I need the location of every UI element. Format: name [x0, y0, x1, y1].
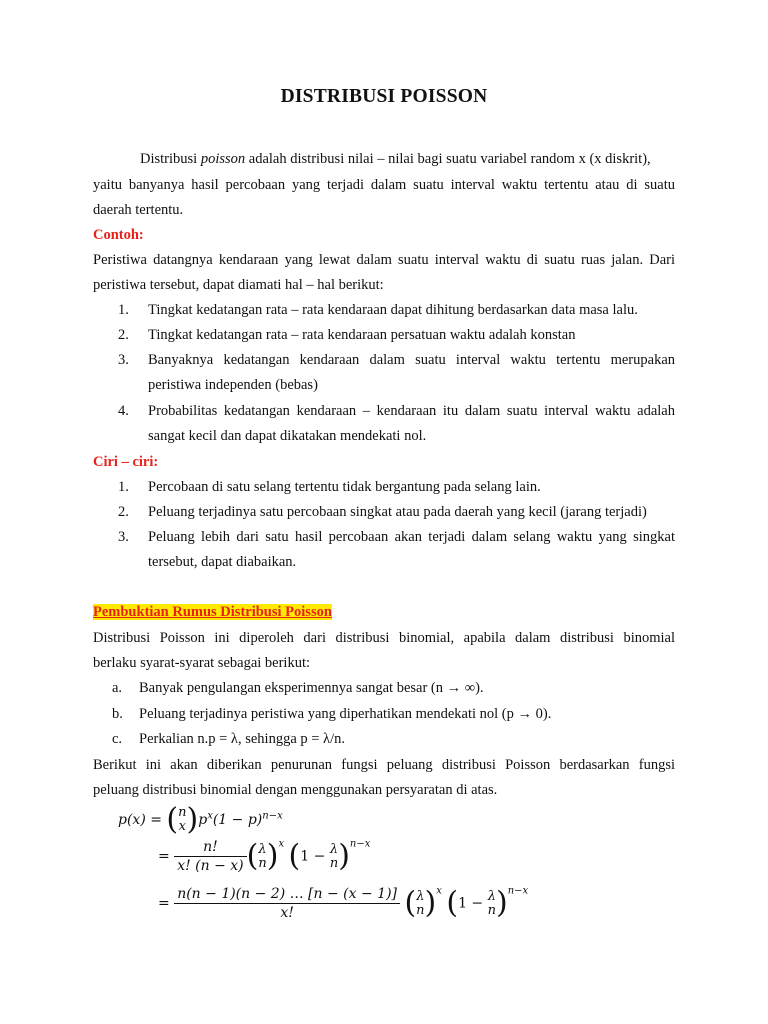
list-item: Peluang lebih dari satu hasil percobaan akan terjadi dalam selang waktu yang singkat — [148, 529, 675, 545]
pembuktian-heading: Pembuktian Rumus Distribusi Poisson — [93, 604, 332, 620]
intro-line-2: yaitu banyanya hasil percobaan yang terjadi dalam suatu interval waktu tertentu atau di suatu — [93, 177, 675, 193]
paren-left: ( — [446, 885, 459, 921]
n-symbol: n — [258, 855, 267, 871]
contoh-paragraph-line-1: Peristiwa datangnya kendaraan yang lewat dalam suatu interval waktu di suatu ruas jalan. Dari — [93, 252, 675, 268]
list-item: Tingkat kedatangan rata – rata kendaraan dapat dihitung berdasarkan data masa lalu. — [148, 302, 638, 318]
list-number: 2. — [118, 504, 129, 520]
list-item: Peluang terjadinya peristiwa yang diperhatikan mendekati nol (p → 0). — [139, 706, 552, 722]
exponent: x — [436, 885, 442, 897]
list-number: 2. — [118, 327, 129, 343]
exponent: x — [278, 838, 285, 850]
n-symbol: n — [329, 855, 339, 871]
list-number: 4. — [118, 403, 129, 419]
paren-right: ) — [186, 802, 199, 837]
binomial-top: n — [178, 805, 187, 820]
equals-sign: = — [158, 848, 170, 865]
equation-1 — [118, 802, 283, 837]
page-title: DISTRIBUSI POISSON — [280, 86, 488, 107]
list-letter: b. — [112, 706, 123, 722]
list-number: 3. — [118, 529, 129, 545]
paren-left: ( — [288, 838, 301, 874]
n-symbol: n — [416, 902, 425, 918]
lambda-symbol: λ — [487, 888, 496, 904]
list-item: Perkalian n.p = λ, sehingga p = λ/n. — [139, 731, 345, 747]
paren-right: ) — [266, 838, 279, 874]
fraction-denominator: x! — [280, 905, 294, 921]
list-letter: a. — [112, 680, 123, 696]
paren-left: ( — [246, 838, 259, 874]
paren-right: ) — [424, 885, 437, 921]
paren-left: ( — [166, 802, 179, 837]
list-item: Peluang terjadinya satu percobaan singkat atau pada daerah yang kecil (jarang terjadi) — [148, 504, 647, 520]
list-item: Banyaknya kedatangan kendaraan dalam suatu interval waktu tertentu merupakan — [148, 352, 675, 368]
pembuktian-heading-row — [93, 603, 675, 621]
equation-lhs: p(x) = — [118, 812, 167, 828]
list-item: Percobaan di satu selang tertentu tidak bergantung pada selang lain. — [148, 479, 541, 495]
intro-text: Distribusi — [140, 151, 201, 167]
intro-line-1 — [140, 150, 675, 168]
list-item: Probabilitas kedatangan kendaraan – kendaraan itu dalam suatu interval waktu adalah — [148, 403, 675, 419]
list-number: 1. — [118, 302, 129, 318]
equation-2 — [158, 838, 370, 875]
intro-text: adalah distribusi nilai – nilai bagi suatu variabel random x (x diskrit), — [245, 151, 651, 167]
paren-right: ) — [496, 885, 508, 921]
exponent: n−x — [349, 838, 371, 850]
one-minus: 1 − — [458, 895, 484, 912]
equals-sign: = — [158, 895, 170, 912]
list-item: Banyak pengulangan eksperimennya sangat besar (n → ∞). — [139, 680, 484, 696]
exponent: n−x — [507, 885, 529, 897]
pembuktian-paragraph-line-3: Berikut ini akan diberikan penurunan fungsi peluang distribusi Poisson berdasarkan fungsi — [93, 757, 675, 773]
exponent: x — [207, 810, 213, 822]
equation-term: p — [198, 812, 208, 828]
intro-line-3: daerah tertentu. — [93, 202, 184, 218]
intro-italic-term: poisson — [200, 151, 246, 167]
paren-right: ) — [338, 838, 350, 874]
list-number: 3. — [118, 352, 129, 368]
pembuktian-paragraph-line-4: peluang distribusi binomial dengan menggunakan persyaratan di atas. — [93, 782, 498, 798]
pembuktian-paragraph-line-2: berlaku syarat-syarat sebagai berikut: — [93, 655, 311, 671]
list-item-continuation: peristiwa independen (bebas) — [148, 377, 318, 393]
equation-3 — [158, 885, 528, 922]
pembuktian-paragraph-line-1: Distribusi Poisson ini diperoleh dari distribusi binomial, apabila dalam distribusi binomial — [93, 630, 675, 646]
binomial-bottom: x — [178, 819, 186, 834]
one-minus: 1 − — [300, 848, 326, 865]
ciri-heading: Ciri – ciri: — [93, 454, 159, 470]
fraction-numerator: n! — [174, 838, 246, 857]
n-symbol: n — [487, 902, 496, 918]
fraction-numerator: n(n − 1)(n − 2) … [n − (x − 1)] — [174, 885, 400, 904]
contoh-paragraph-line-2: peristiwa tersebut, dapat diamati hal – hal berikut: — [93, 277, 384, 293]
list-number: 1. — [118, 479, 129, 495]
lambda-symbol: λ — [258, 841, 267, 857]
list-item: Tingkat kedatangan rata – rata kendaraan persatuan waktu adalah konstan — [148, 327, 576, 343]
exponent: n−x — [262, 810, 283, 822]
list-item-continuation: sangat kecil dan dapat dikatakan mendekati nol. — [148, 428, 427, 444]
lambda-symbol: λ — [329, 841, 339, 857]
fraction-denominator: x! (n − x) — [177, 858, 244, 874]
contoh-heading: Contoh: — [93, 227, 144, 243]
list-item-continuation: tersebut, dapat diabaikan. — [148, 554, 297, 570]
list-letter: c. — [112, 731, 123, 747]
paren-left: ( — [404, 885, 417, 921]
equation-term: (1 − p) — [212, 812, 263, 828]
lambda-symbol: λ — [416, 888, 425, 904]
